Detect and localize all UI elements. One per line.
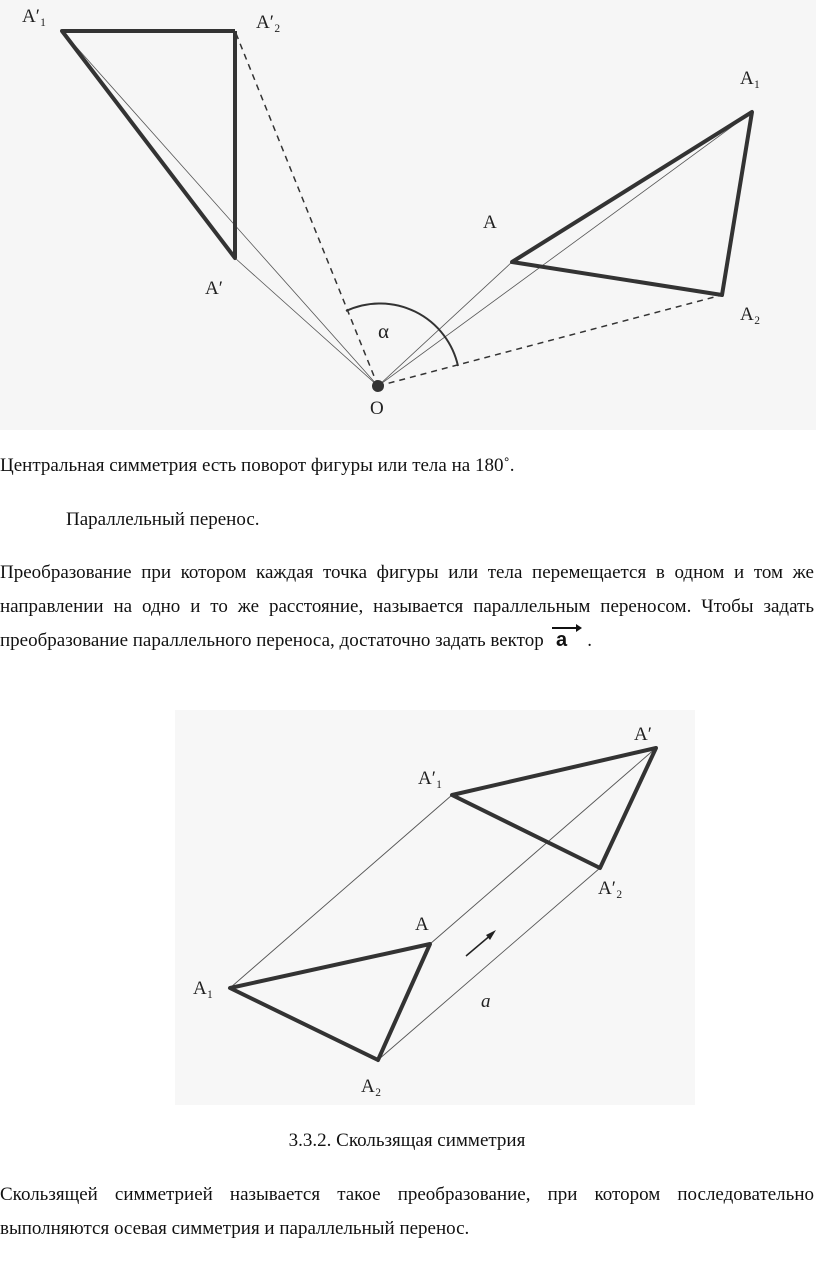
diagram-background bbox=[0, 0, 816, 430]
label-a1: A₁ bbox=[740, 68, 761, 89]
label-a2-prime: A′₂ bbox=[256, 12, 281, 33]
label-a2: A₂ bbox=[361, 1076, 382, 1097]
label-a: A bbox=[483, 212, 497, 233]
translation-heading: Параллельный перенос. bbox=[66, 509, 260, 530]
label-a1-prime: A′₁ bbox=[418, 768, 443, 789]
vector-arrow-icon bbox=[548, 624, 582, 648]
vector-a-letter: a bbox=[556, 629, 568, 648]
translation-definition bbox=[0, 556, 814, 658]
label-a-prime: A′ bbox=[634, 724, 652, 745]
label-alpha: α bbox=[378, 319, 390, 343]
label-o: O bbox=[370, 398, 384, 419]
translation-definition-text: Преобразование при котором каждая точка фигуры или тела перемещается в одном и том же направлении на одно и то же расстояние, называется параллельным переносом. Чтобы задать преобразование параллельного переноса, достаточно задать вектор bbox=[0, 562, 814, 651]
label-a2-prime: A′₂ bbox=[598, 878, 623, 899]
section-title: 3.3.2. Скользящая симметрия bbox=[288, 1130, 526, 1151]
label-a-prime: A′ bbox=[205, 278, 223, 299]
label-a2: A₂ bbox=[740, 304, 761, 325]
rotation-diagram bbox=[0, 0, 816, 430]
vector-a-symbol bbox=[548, 626, 582, 648]
glide-symmetry-definition: Скользящей симметрией называется такое преобразование, при котором последовательно выполняются осевая симметрия и параллельный перенос. bbox=[0, 1184, 814, 1239]
label-vector-a: a bbox=[481, 991, 491, 1012]
translation-diagram bbox=[0, 700, 816, 1110]
translation-definition-end: . bbox=[587, 630, 592, 651]
center-point-o bbox=[372, 380, 384, 392]
label-a1: A₁ bbox=[193, 978, 214, 999]
label-a1-prime: A′₁ bbox=[22, 6, 47, 27]
label-a: A bbox=[415, 914, 429, 935]
central-symmetry-text: Центральная симметрия есть поворот фигуры или тела на 180˚. bbox=[0, 455, 515, 476]
